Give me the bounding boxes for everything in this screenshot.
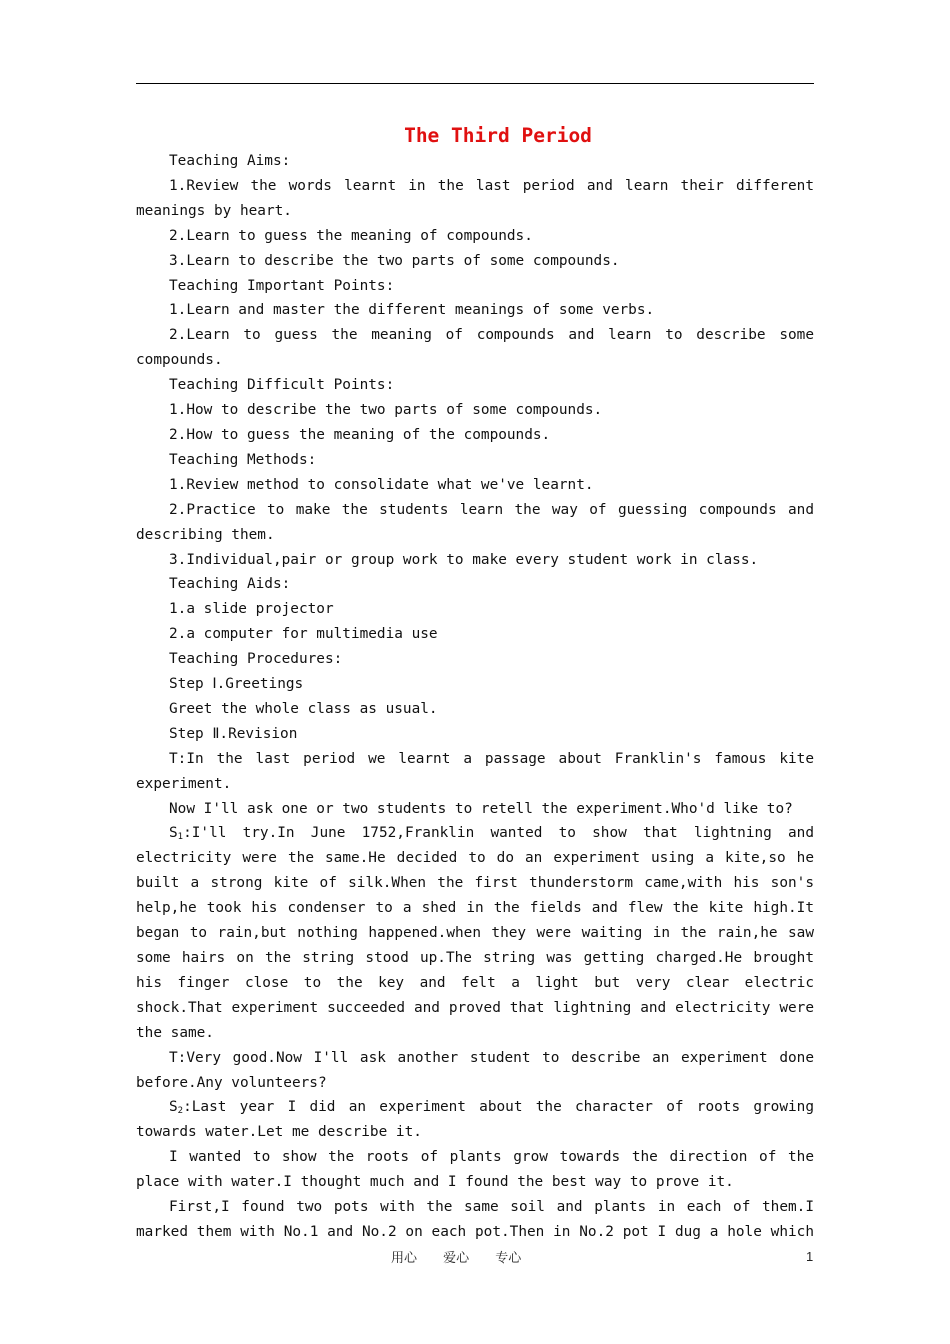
speech-text: :I'll try.In June 1752,Franklin wanted to show that lightning and electricity were the same.He decided to do an experiment using a kite,so he built a strong kite of silk.When the first thunderstorm came,with his son's help,he took his condenser to a shed in the fields and flew the kite high.It began to rain,but nothing happened.when they were waiting in the rain,he saw some hairs on the string stood up.The string was getting charged.He brought his finger close to the key and felt a light but very clear electric shock.That experiment succeeded and proved that lightning and electricity were the same.: [136, 825, 814, 1041]
paragraph: T:Very good.Now I'll ask another student to describe an experiment done before.Any volunteers?: [136, 1049, 814, 1091]
paragraph: First,I found two pots with the same soil and plants in each of them.I marked them with No.1 and No.2 on each pot.Then in No.2 pot I dug a hole which: [136, 1199, 814, 1240]
paragraph: Now I'll ask one or two students to retell the experiment.Who'd like to?: [169, 800, 793, 817]
student-2-paragraph: [136, 1095, 814, 1145]
paragraph: 2.How to guess the meaning of the compounds.: [169, 426, 551, 443]
paragraph: 1.Review method to consolidate what we've learnt.: [169, 476, 594, 493]
paragraph: Teaching Methods:: [169, 451, 317, 468]
paragraph: Teaching Difficult Points:: [169, 377, 395, 394]
speaker-subscript: 2: [177, 1106, 184, 1117]
header-rule: [136, 83, 814, 84]
paragraph: 1.Learn and master the different meanings of some verbs.: [169, 302, 655, 319]
student-1-paragraph: [136, 821, 814, 1045]
paragraph: I wanted to show the roots of plants grow towards the direction of the place with water.I thought much and I found the best way to prove it.: [136, 1149, 814, 1191]
paragraph: 3.Individual,pair or group work to make every student work in class.: [169, 551, 759, 568]
paragraph: 1.a slide projector: [169, 601, 334, 618]
paragraph: 3.Learn to describe the two parts of some compounds.: [169, 252, 620, 269]
page-number: 1: [806, 1249, 814, 1264]
paragraph: Teaching Procedures:: [169, 651, 343, 668]
footer-motto: 用心 爱心 专心: [391, 1251, 522, 1266]
paragraph: 1.Review the words learnt in the last period and learn their different meanings by heart.: [136, 177, 814, 219]
paragraph: T:In the last period we learnt a passage about Franklin's famous kite experiment.: [136, 750, 814, 792]
paragraph: Teaching Aids:: [169, 576, 291, 593]
speaker-label: S: [169, 1099, 178, 1116]
paragraph: Teaching Important Points:: [169, 277, 395, 294]
paragraph: Greet the whole class as usual.: [169, 700, 438, 717]
paragraph: 1.How to describe the two parts of some compounds.: [169, 402, 603, 419]
paragraph: 2.Practice to make the students learn the way of guessing compounds and describing them.: [136, 501, 814, 543]
document-body: [136, 149, 814, 1245]
paragraph: Step Ⅱ.Revision: [169, 725, 298, 742]
paragraph: 2.Learn to guess the meaning of compounds.: [169, 227, 533, 244]
speaker-label: S: [169, 825, 178, 842]
speech-text: :Last year I did an experiment about the character of roots growing towards water.Let me describe it.: [136, 1099, 814, 1141]
document-title: The Third Period: [404, 124, 592, 147]
paragraph: Step Ⅰ.Greetings: [169, 676, 304, 693]
paragraph: 2.a computer for multimedia use: [169, 626, 438, 643]
speaker-subscript: 1: [177, 832, 184, 843]
paragraph: 2.Learn to guess the meaning of compounds and learn to describe some compounds.: [136, 327, 814, 369]
paragraph: Teaching Aims:: [169, 153, 291, 169]
